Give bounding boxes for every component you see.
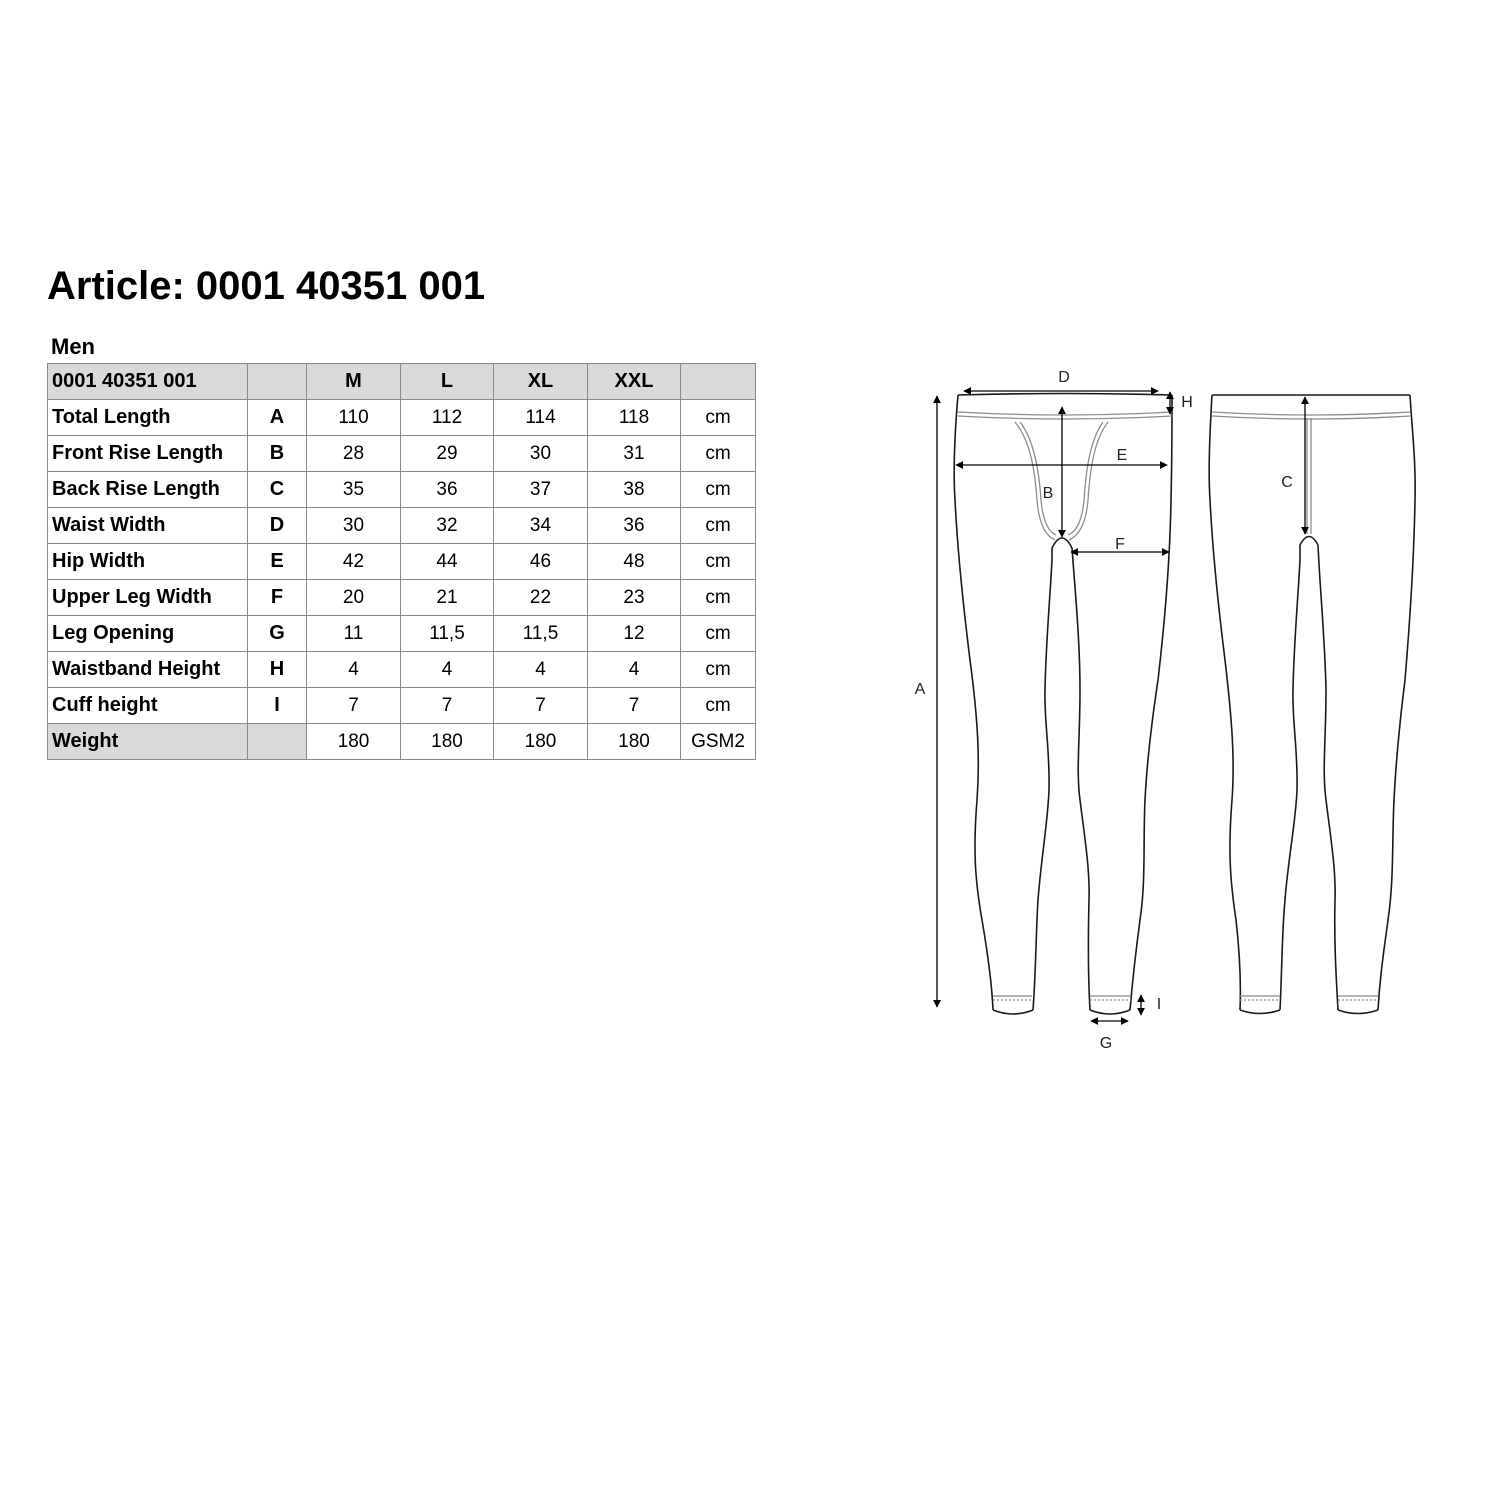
- measurement-unit: cm: [681, 400, 756, 436]
- dimension-label-e: E: [1116, 447, 1128, 464]
- measurement-unit: cm: [681, 436, 756, 472]
- back-stitching: [1212, 412, 1410, 1000]
- measurement-label: Waist Width: [48, 508, 248, 544]
- back-waistband-seam: [1212, 412, 1410, 415]
- measurement-value: 48: [588, 544, 681, 580]
- measurement-value: 34: [494, 508, 588, 544]
- table-row: [48, 400, 756, 436]
- back-right-leg-inner: [1318, 545, 1338, 1010]
- measurement-value: 110: [307, 400, 401, 436]
- dimension-label-b: B: [1042, 485, 1054, 502]
- measurement-value: 7: [401, 688, 494, 724]
- measurement-value: 44: [401, 544, 494, 580]
- measurement-value: 114: [494, 400, 588, 436]
- dimension-label-d: D: [1058, 369, 1070, 386]
- measurement-value: 7: [307, 688, 401, 724]
- measurement-value: 30: [307, 508, 401, 544]
- code-header-cell: [248, 364, 307, 400]
- size-header-xl: XL: [494, 364, 588, 400]
- weight-value: 180: [494, 724, 588, 760]
- measurement-value: 11,5: [494, 616, 588, 652]
- front-view: [954, 394, 1172, 1015]
- measurement-value: 21: [401, 580, 494, 616]
- front-left-cuff-hem: [993, 1010, 1033, 1014]
- measurement-value: 31: [588, 436, 681, 472]
- dimension-label-c: C: [1281, 474, 1293, 491]
- back-left-leg-outer: [1209, 395, 1240, 1010]
- measurement-label: Cuff height: [48, 688, 248, 724]
- table-row: [48, 688, 756, 724]
- measurement-code: G: [248, 616, 307, 652]
- measurement-value: 11: [307, 616, 401, 652]
- table-row: [48, 580, 756, 616]
- measurement-value: 7: [494, 688, 588, 724]
- front-waistband-seam-inner: [958, 416, 1172, 419]
- measurement-value: 36: [588, 508, 681, 544]
- measurement-value: 28: [307, 436, 401, 472]
- measurement-unit: cm: [681, 652, 756, 688]
- table-header-row: [48, 364, 756, 400]
- measurement-unit: cm: [681, 508, 756, 544]
- measurement-value: 4: [307, 652, 401, 688]
- front-right-cuff-hem: [1090, 1010, 1130, 1014]
- measurement-value: 20: [307, 580, 401, 616]
- measurement-value: 23: [588, 580, 681, 616]
- table-row: [48, 652, 756, 688]
- front-left-leg-outer: [954, 395, 993, 1010]
- measurement-code: E: [248, 544, 307, 580]
- measurement-value: 46: [494, 544, 588, 580]
- weight-row: [48, 724, 756, 760]
- garment-measurement-diagram: [880, 350, 1440, 1070]
- table-row: [48, 508, 756, 544]
- back-left-cuff-hem: [1240, 1010, 1280, 1014]
- measurement-value: 7: [588, 688, 681, 724]
- front-right-leg-inner: [1072, 548, 1090, 1010]
- back-right-cuff-hem: [1338, 1010, 1378, 1014]
- measurement-unit: cm: [681, 544, 756, 580]
- measurement-value: 42: [307, 544, 401, 580]
- size-header-l: L: [401, 364, 494, 400]
- measurement-value: 4: [494, 652, 588, 688]
- weight-unit: GSM2: [681, 724, 756, 760]
- measurement-code: D: [248, 508, 307, 544]
- table-row: [48, 616, 756, 652]
- measurement-label: Total Length: [48, 400, 248, 436]
- size-table: [47, 363, 756, 760]
- section-title: Men: [51, 334, 95, 359]
- back-view: [1209, 395, 1415, 1014]
- table-row: [48, 544, 756, 580]
- dimension-label-f: F: [1115, 536, 1125, 553]
- measurement-value: 11,5: [401, 616, 494, 652]
- front-waistband-seam: [958, 412, 1172, 415]
- measurement-code: C: [248, 472, 307, 508]
- measurement-unit: cm: [681, 472, 756, 508]
- measurement-label: Leg Opening: [48, 616, 248, 652]
- front-right-leg-outer: [1130, 395, 1172, 1010]
- dimension-labels: [915, 369, 1293, 1052]
- size-header-xxl: XXL: [588, 364, 681, 400]
- measurement-value: 30: [494, 436, 588, 472]
- measurement-value: 32: [401, 508, 494, 544]
- measurement-value: 35: [307, 472, 401, 508]
- measurement-code: A: [248, 400, 307, 436]
- measurement-value: 12: [588, 616, 681, 652]
- back-right-leg-outer: [1378, 395, 1415, 1010]
- dimension-label-a: A: [914, 681, 926, 698]
- measurement-value: 4: [588, 652, 681, 688]
- unit-header-cell: [681, 364, 756, 400]
- weight-value: 180: [588, 724, 681, 760]
- weight-label: Weight: [48, 724, 248, 760]
- front-stitching: [958, 412, 1172, 1000]
- dimension-label-h: H: [1181, 394, 1193, 411]
- measurement-label: Back Rise Length: [48, 472, 248, 508]
- measurement-value: 36: [401, 472, 494, 508]
- measurement-value: 38: [588, 472, 681, 508]
- measurement-value: 4: [401, 652, 494, 688]
- measurement-label: Hip Width: [48, 544, 248, 580]
- dimension-arrows: [937, 391, 1305, 1021]
- back-left-leg-inner: [1280, 545, 1300, 1010]
- measurement-code: H: [248, 652, 307, 688]
- measurement-code: I: [248, 688, 307, 724]
- table-row: [48, 436, 756, 472]
- measurement-value: 118: [588, 400, 681, 436]
- measurement-unit: cm: [681, 688, 756, 724]
- measurement-value: 29: [401, 436, 494, 472]
- table-row: [48, 472, 756, 508]
- front-gusset-right-seam: [1069, 422, 1108, 540]
- measurement-unit: cm: [681, 616, 756, 652]
- front-left-leg-inner: [1033, 548, 1052, 1010]
- front-waistband-top: [958, 394, 1172, 396]
- measurement-code: B: [248, 436, 307, 472]
- page-title: Article: 0001 40351 001: [47, 264, 486, 308]
- measurement-value: 22: [494, 580, 588, 616]
- measurement-value: 37: [494, 472, 588, 508]
- back-crotch: [1300, 537, 1318, 546]
- article-number-cell: 0001 40351 001: [48, 364, 248, 400]
- dimension-label-g: G: [1099, 1035, 1113, 1052]
- size-header-m: M: [307, 364, 401, 400]
- front-gusset-left-seam: [1015, 422, 1055, 540]
- weight-value: 180: [401, 724, 494, 760]
- measurement-unit: cm: [681, 580, 756, 616]
- measurement-value: 112: [401, 400, 494, 436]
- measurement-label: Waistband Height: [48, 652, 248, 688]
- dimension-label-i: I: [1156, 996, 1162, 1013]
- measurement-label: Upper Leg Width: [48, 580, 248, 616]
- measurement-label: Front Rise Length: [48, 436, 248, 472]
- weight-code-cell: [248, 724, 307, 760]
- weight-value: 180: [307, 724, 401, 760]
- measurement-code: F: [248, 580, 307, 616]
